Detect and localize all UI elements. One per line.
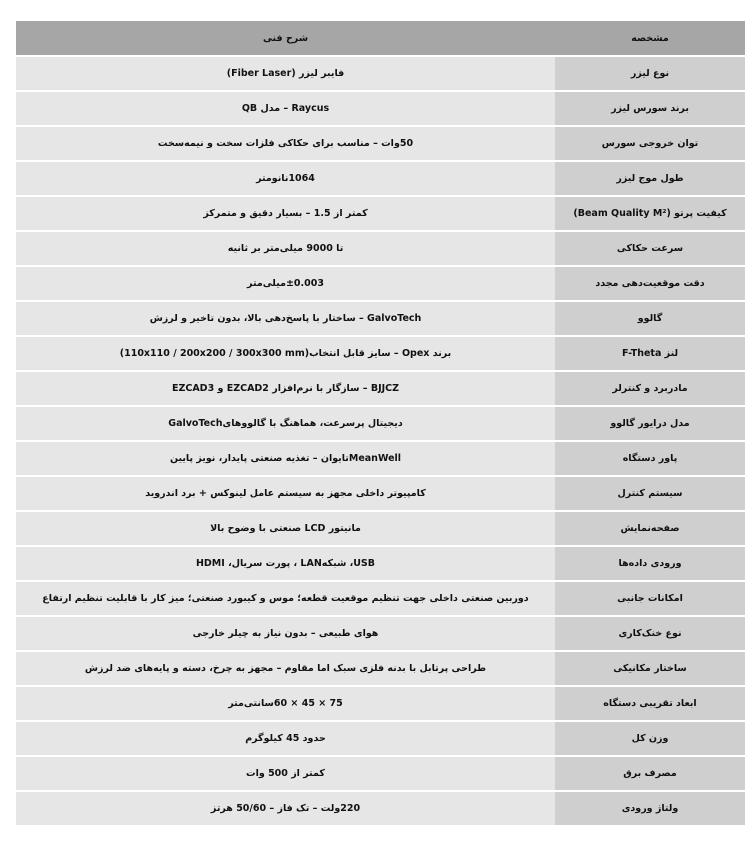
spec-description-cell: کامپیوتر داخلی مجهز به سیستم عامل لینوکس + برد اندروید	[14, 477, 555, 512]
spec-name-cell: ابعاد تقریبی دستگاه	[555, 687, 745, 722]
spec-name-cell: پاور دستگاه	[555, 442, 745, 477]
spec-description-cell: هوای طبیعی – بدون نیاز به چیلر خارجی	[14, 617, 555, 652]
specification-table	[14, 21, 745, 825]
spec-description-cell: 220ولت – تک فاز – 50/60 هرتز	[14, 792, 555, 825]
spec-name-cell: گالوو	[555, 302, 745, 337]
spec-name-cell: مصرف برق	[555, 757, 745, 792]
spec-name-cell: وزن کل	[555, 722, 745, 757]
table-row	[14, 267, 745, 302]
table-row	[14, 232, 745, 267]
spec-name-cell: مادربرد و کنترلر	[555, 372, 745, 407]
spec-name-cell: لنز F-Theta	[555, 337, 745, 372]
spec-name-cell: سیستم کنترل	[555, 477, 745, 512]
spec-name-cell: طول موج لیزر	[555, 162, 745, 197]
table-row	[14, 407, 745, 442]
table-row	[14, 337, 745, 372]
spec-description-cell: 1064نانومتر	[14, 162, 555, 197]
header-description: شرح فنی	[14, 21, 555, 57]
table-row	[14, 722, 745, 757]
spec-name-cell: صفحه‌نمایش	[555, 512, 745, 547]
spec-description-cell: BJJCZ – سازگار با نرم‌افزار EZCAD2 و EZCAD3	[14, 372, 555, 407]
table-row	[14, 477, 745, 512]
spec-name-cell: سرعت حکاکی	[555, 232, 745, 267]
table-header-row	[14, 21, 745, 57]
spec-description-cell: برند Opex – سایز قابل انتخاب(110x110 / 200x200 / 300x300 mm)	[14, 337, 555, 372]
spec-description-cell: کمتر از 1.5 – بسیار دقیق و متمرکز	[14, 197, 555, 232]
header-specification: مشخصه	[555, 21, 745, 57]
spec-name-cell: ولتاژ ورودی	[555, 792, 745, 825]
spec-name-cell: ساختار مکانیکی	[555, 652, 745, 687]
spec-description-cell: GalvoTech – ساختار با پاسخ‌دهی بالا، بدون تاخیر و لرزش	[14, 302, 555, 337]
table-row	[14, 757, 745, 792]
spec-description-cell: کمتر از 500 وات	[14, 757, 555, 792]
spec-name-cell: نوع خنک‌کاری	[555, 617, 745, 652]
spec-description-cell: دیجیتال پرسرعت، هماهنگ با گالووهایGalvoTech	[14, 407, 555, 442]
table-row	[14, 792, 745, 825]
table-row	[14, 582, 745, 617]
spec-description-cell: 75 × 45 × 60سانتی‌متر	[14, 687, 555, 722]
table-row	[14, 92, 745, 127]
spec-name-cell: دقت موقعیت‌دهی مجدد	[555, 267, 745, 302]
table-row	[14, 372, 745, 407]
table-row	[14, 687, 745, 722]
table-row	[14, 302, 745, 337]
table-row	[14, 197, 745, 232]
spec-description-cell: مانیتور LCD صنعتی با وضوح بالا	[14, 512, 555, 547]
table-row	[14, 127, 745, 162]
table-row	[14, 442, 745, 477]
spec-name-cell: مدل درایور گالوو	[555, 407, 745, 442]
table-row	[14, 547, 745, 582]
table-row	[14, 652, 745, 687]
spec-name-cell: ورودی داده‌ها	[555, 547, 745, 582]
spec-name-cell: نوع لیزر	[555, 57, 745, 92]
spec-description-cell: حدود 45 کیلوگرم	[14, 722, 555, 757]
table-row	[14, 57, 745, 92]
spec-description-cell: 50وات – مناسب برای حکاکی فلزات سخت و نیمه‌سخت	[14, 127, 555, 162]
spec-name-cell: توان خروجی سورس	[555, 127, 745, 162]
table-row	[14, 617, 745, 652]
spec-description-cell: ±0.003میلی‌متر	[14, 267, 555, 302]
spec-name-cell: کیفیت پرتو (Beam Quality M²)	[555, 197, 745, 232]
spec-description-cell: دوربین صنعتی داخلی جهت تنظیم موقعیت قطعه؛ موس و کیبورد صنعتی؛ میز کار با قابلیت تنظیم ارتفاع	[14, 582, 555, 617]
spec-name-cell: امکانات جانبی	[555, 582, 745, 617]
spec-description-cell: USB، شبکهLAN ، پورت سریال، HDMI	[14, 547, 555, 582]
spec-description-cell: Raycus – مدل QB	[14, 92, 555, 127]
spec-description-cell: طراحی پرتابل با بدنه فلزی سبک اما مقاوم – مجهز به چرخ، دسته و پایه‌های ضد لرزش	[14, 652, 555, 687]
spec-name-cell: برند سورس لیزر	[555, 92, 745, 127]
table-row	[14, 162, 745, 197]
spec-description-cell: MeanWellتایوان – تغذیه صنعتی پایدار، نویز پایین	[14, 442, 555, 477]
spec-description-cell: فایبر لیزر (Fiber Laser)	[14, 57, 555, 92]
table-row	[14, 512, 745, 547]
table-body	[14, 57, 745, 825]
spec-description-cell: تا 9000 میلی‌متر بر ثانیه	[14, 232, 555, 267]
